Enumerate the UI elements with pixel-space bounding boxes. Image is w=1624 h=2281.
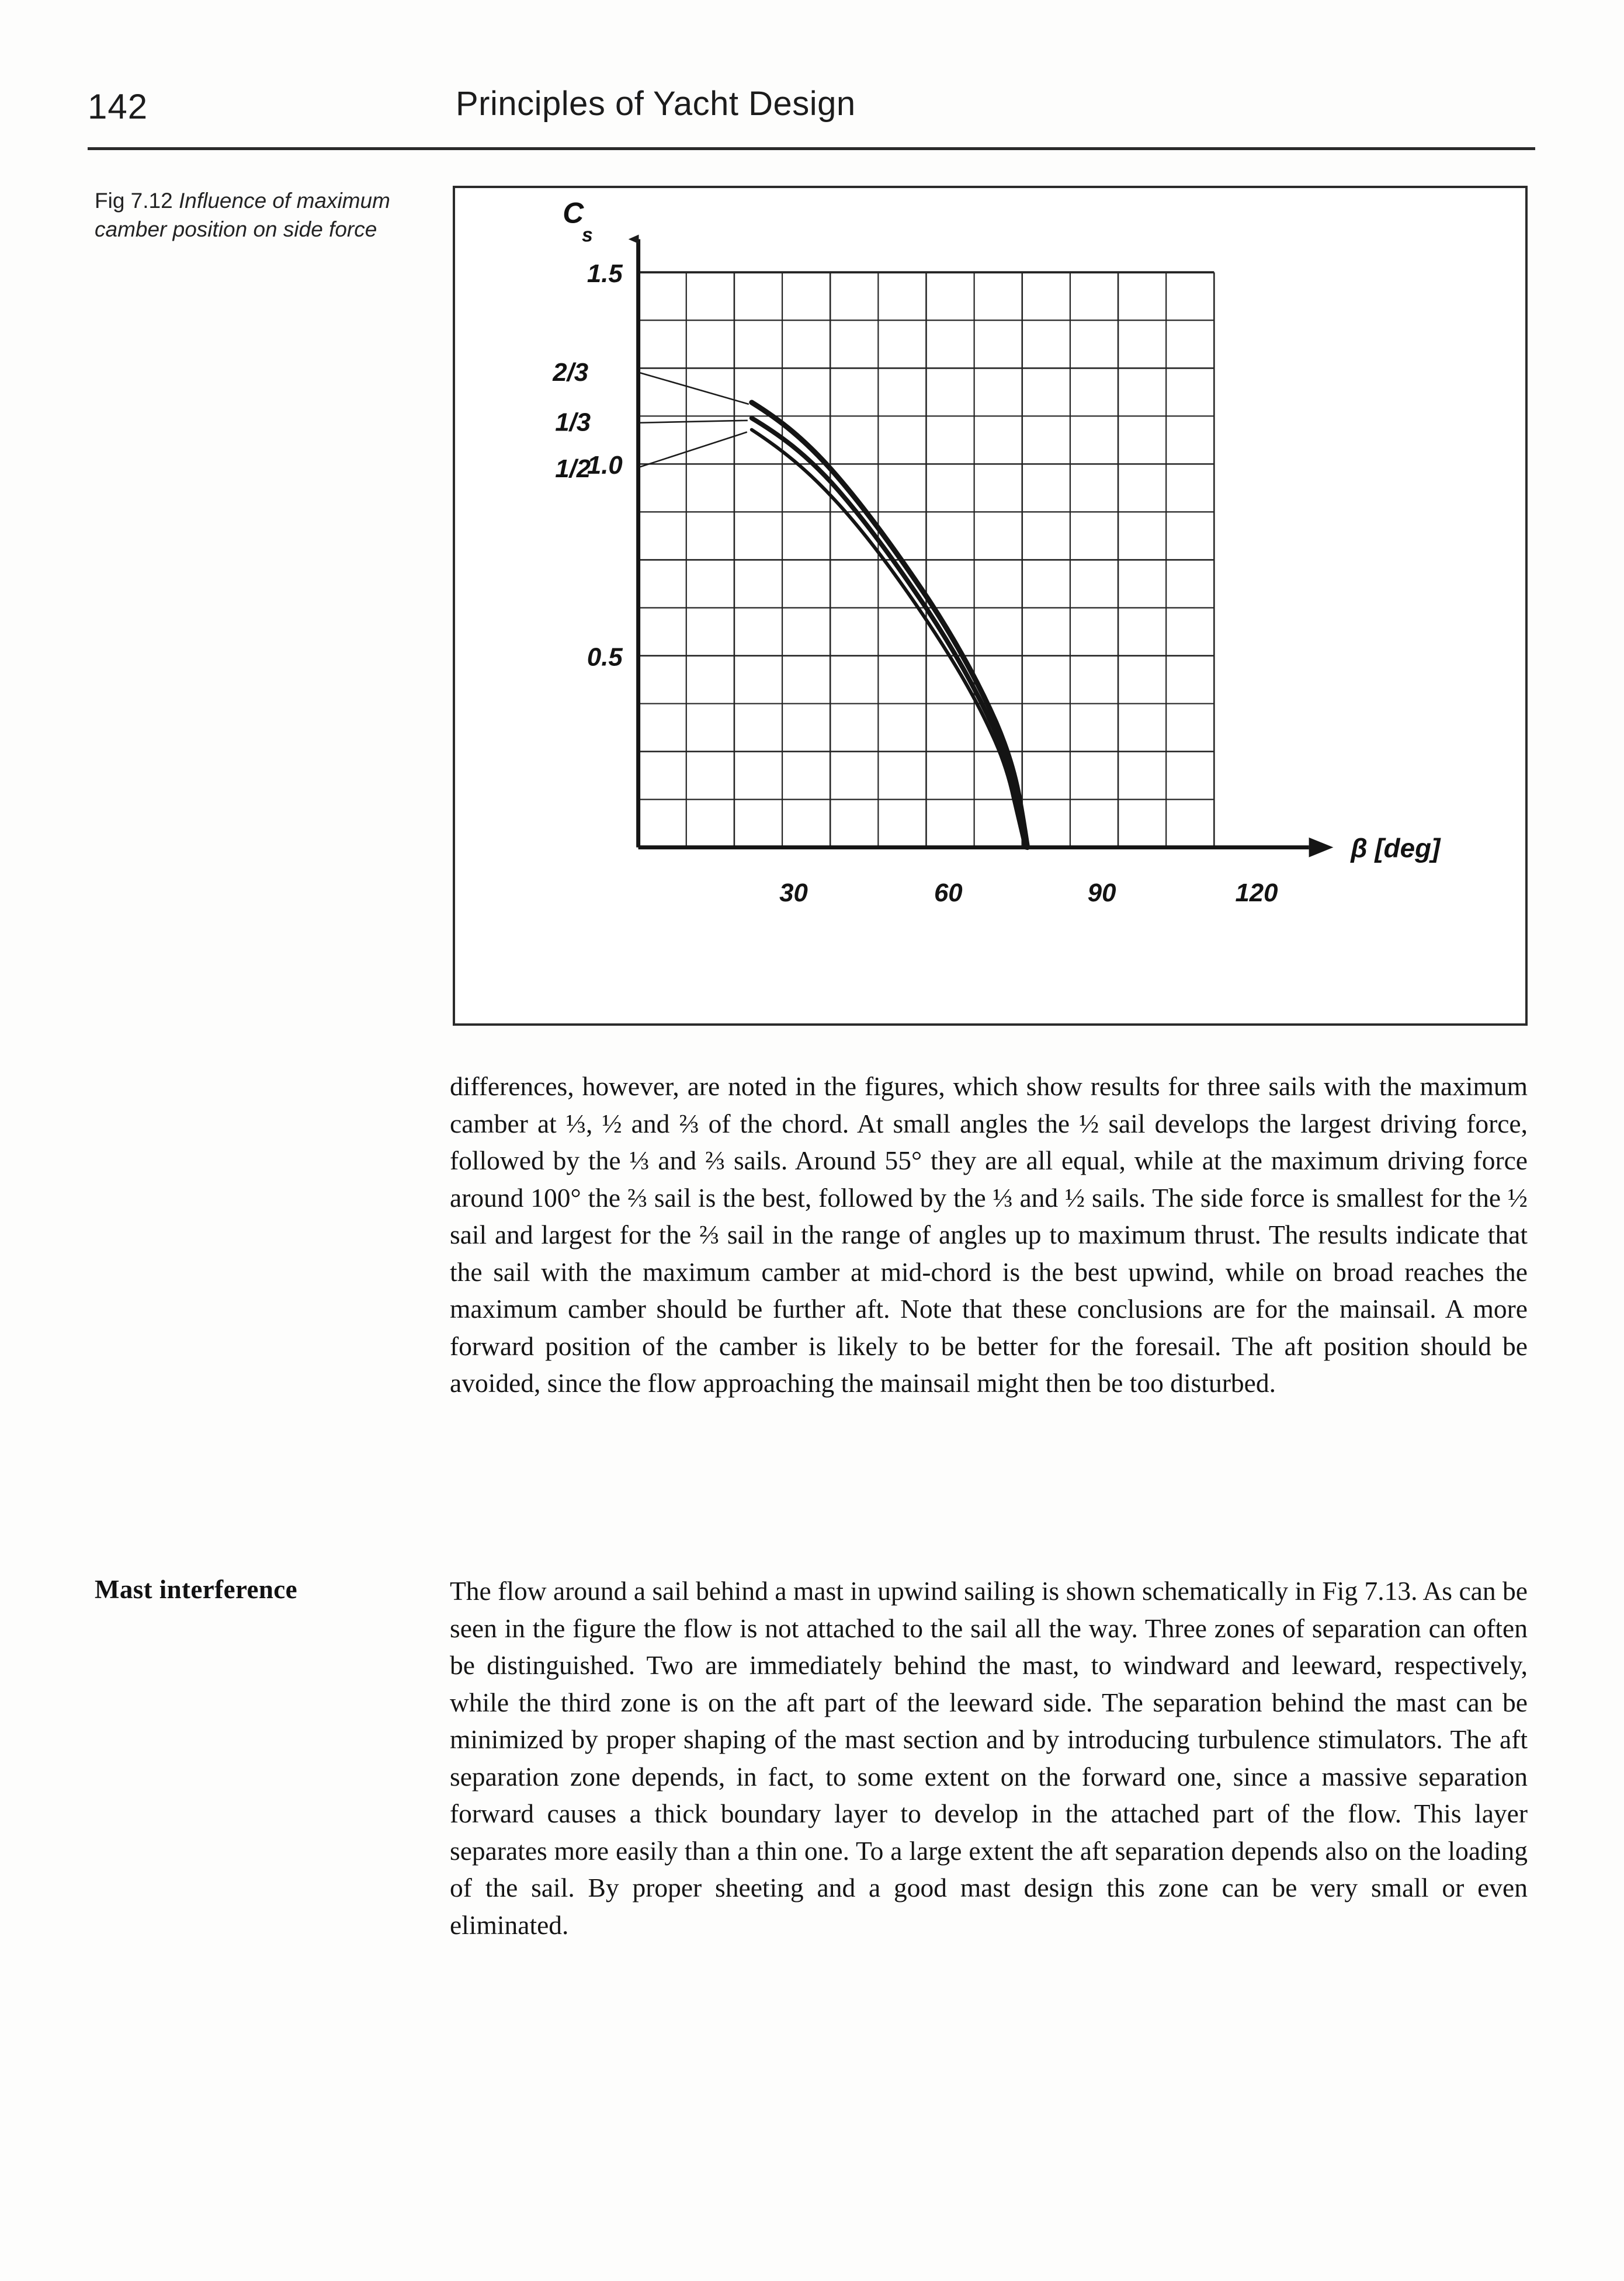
figure-caption-text: Influence of maximum camber position on side force xyxy=(95,189,390,241)
y-axis-title-subscript: s xyxy=(582,224,593,246)
paragraph-text: The flow around a sail behind a mast in upwind sailing is shown schematically in Fig 7.13. As can be seen in the figure the flow is not attached to the sail all the way. Three zones of separation can often be distinguished. Two are immediately behind the mast, to windward and leeward, respectively, while the third zone is on the aft part of the leeward side. The separation behind the mast can be minimized by proper shaping of the mast section and by introducing turbulence stimulators. The aft separation zone depends, in fact, to some extent on the forward one, since a massive separation forward causes a thick boundary layer to develop in the attached part of the flow. This layer separates more easily than a thin one. To a large extent the aft separation depends also on the loading of the sail. By proper sheeting and a good mast design this zone can be very small or even eliminated. xyxy=(450,1576,1528,1940)
leader-2-3 xyxy=(640,373,749,404)
series-1-2-curve xyxy=(752,430,1025,848)
x-tick-120: 120 xyxy=(1235,879,1278,908)
annotation-1-3: 1/3 xyxy=(555,408,591,437)
x-tick-90: 90 xyxy=(1087,879,1116,908)
chart-x-tick-labels xyxy=(779,879,1278,907)
chart-annotations xyxy=(552,358,591,483)
side-force-chart xyxy=(455,188,1525,1023)
figure-7-12 xyxy=(453,186,1528,1026)
annotation-1-2: 1/2 xyxy=(555,454,591,484)
series-1-3-curve xyxy=(752,418,1026,848)
figure-caption-label: Fig 7.12 xyxy=(95,189,179,213)
book-title: Principles of Yacht Design xyxy=(456,85,856,123)
header-rule xyxy=(88,147,1535,150)
chart-axes xyxy=(639,239,1334,857)
chart-gridlines xyxy=(639,272,1214,847)
x-axis-arrowhead xyxy=(1309,838,1334,857)
x-tick-60: 60 xyxy=(934,879,963,908)
annotation-2-3: 2/3 xyxy=(553,358,589,387)
y-tick-1-5: 1.5 xyxy=(587,259,623,289)
y-axis-title: C xyxy=(563,196,584,230)
chart-series xyxy=(752,402,1028,848)
body-paragraph-1 xyxy=(450,1068,1528,1402)
series-2-3-curve xyxy=(752,402,1028,848)
page-number: 142 xyxy=(88,87,148,126)
running-head xyxy=(88,76,1536,146)
leader-1-2 xyxy=(640,432,747,467)
chart-y-tick-labels xyxy=(587,259,623,671)
paragraph-text: differences, however, are noted in the figures, which show results for three sails with the maximum camber at ⅓, ½ and ⅔ of the chord. At small angles the ½ sail develops the largest driving force, followed by the ⅓ and ⅔ sails. Around 55° they are all equal, while at the maximum driving force around 100° the ⅔ sail is the best, followed by the ⅓ and ½ sails. The side force is smallest for the ½ sail and largest for the ⅔ sail in the range of angles up to maximum thrust. The results indicate that the sail with the maximum camber at mid-chord is the best upwind, while on broad reaches the maximum camber should be further aft. Note that these conclusions are for the mainsail. A more forward position of the camber is likely to be better for the foresail. The aft position should be avoided, since the flow approaching the mainsail might then be too disturbed. xyxy=(450,1071,1528,1398)
y-tick-1-0: 1.0 xyxy=(587,451,623,480)
body-paragraph-2 xyxy=(450,1572,1528,1943)
y-tick-0-5: 0.5 xyxy=(587,643,623,672)
x-axis-title: β [deg] xyxy=(1351,833,1441,863)
leader-1-3 xyxy=(640,421,748,423)
figure-caption xyxy=(95,187,404,244)
chart-annotation-leaders xyxy=(640,373,749,467)
section-heading-mast-interference: Mast interference xyxy=(95,1575,298,1604)
x-tick-30: 30 xyxy=(779,879,808,908)
